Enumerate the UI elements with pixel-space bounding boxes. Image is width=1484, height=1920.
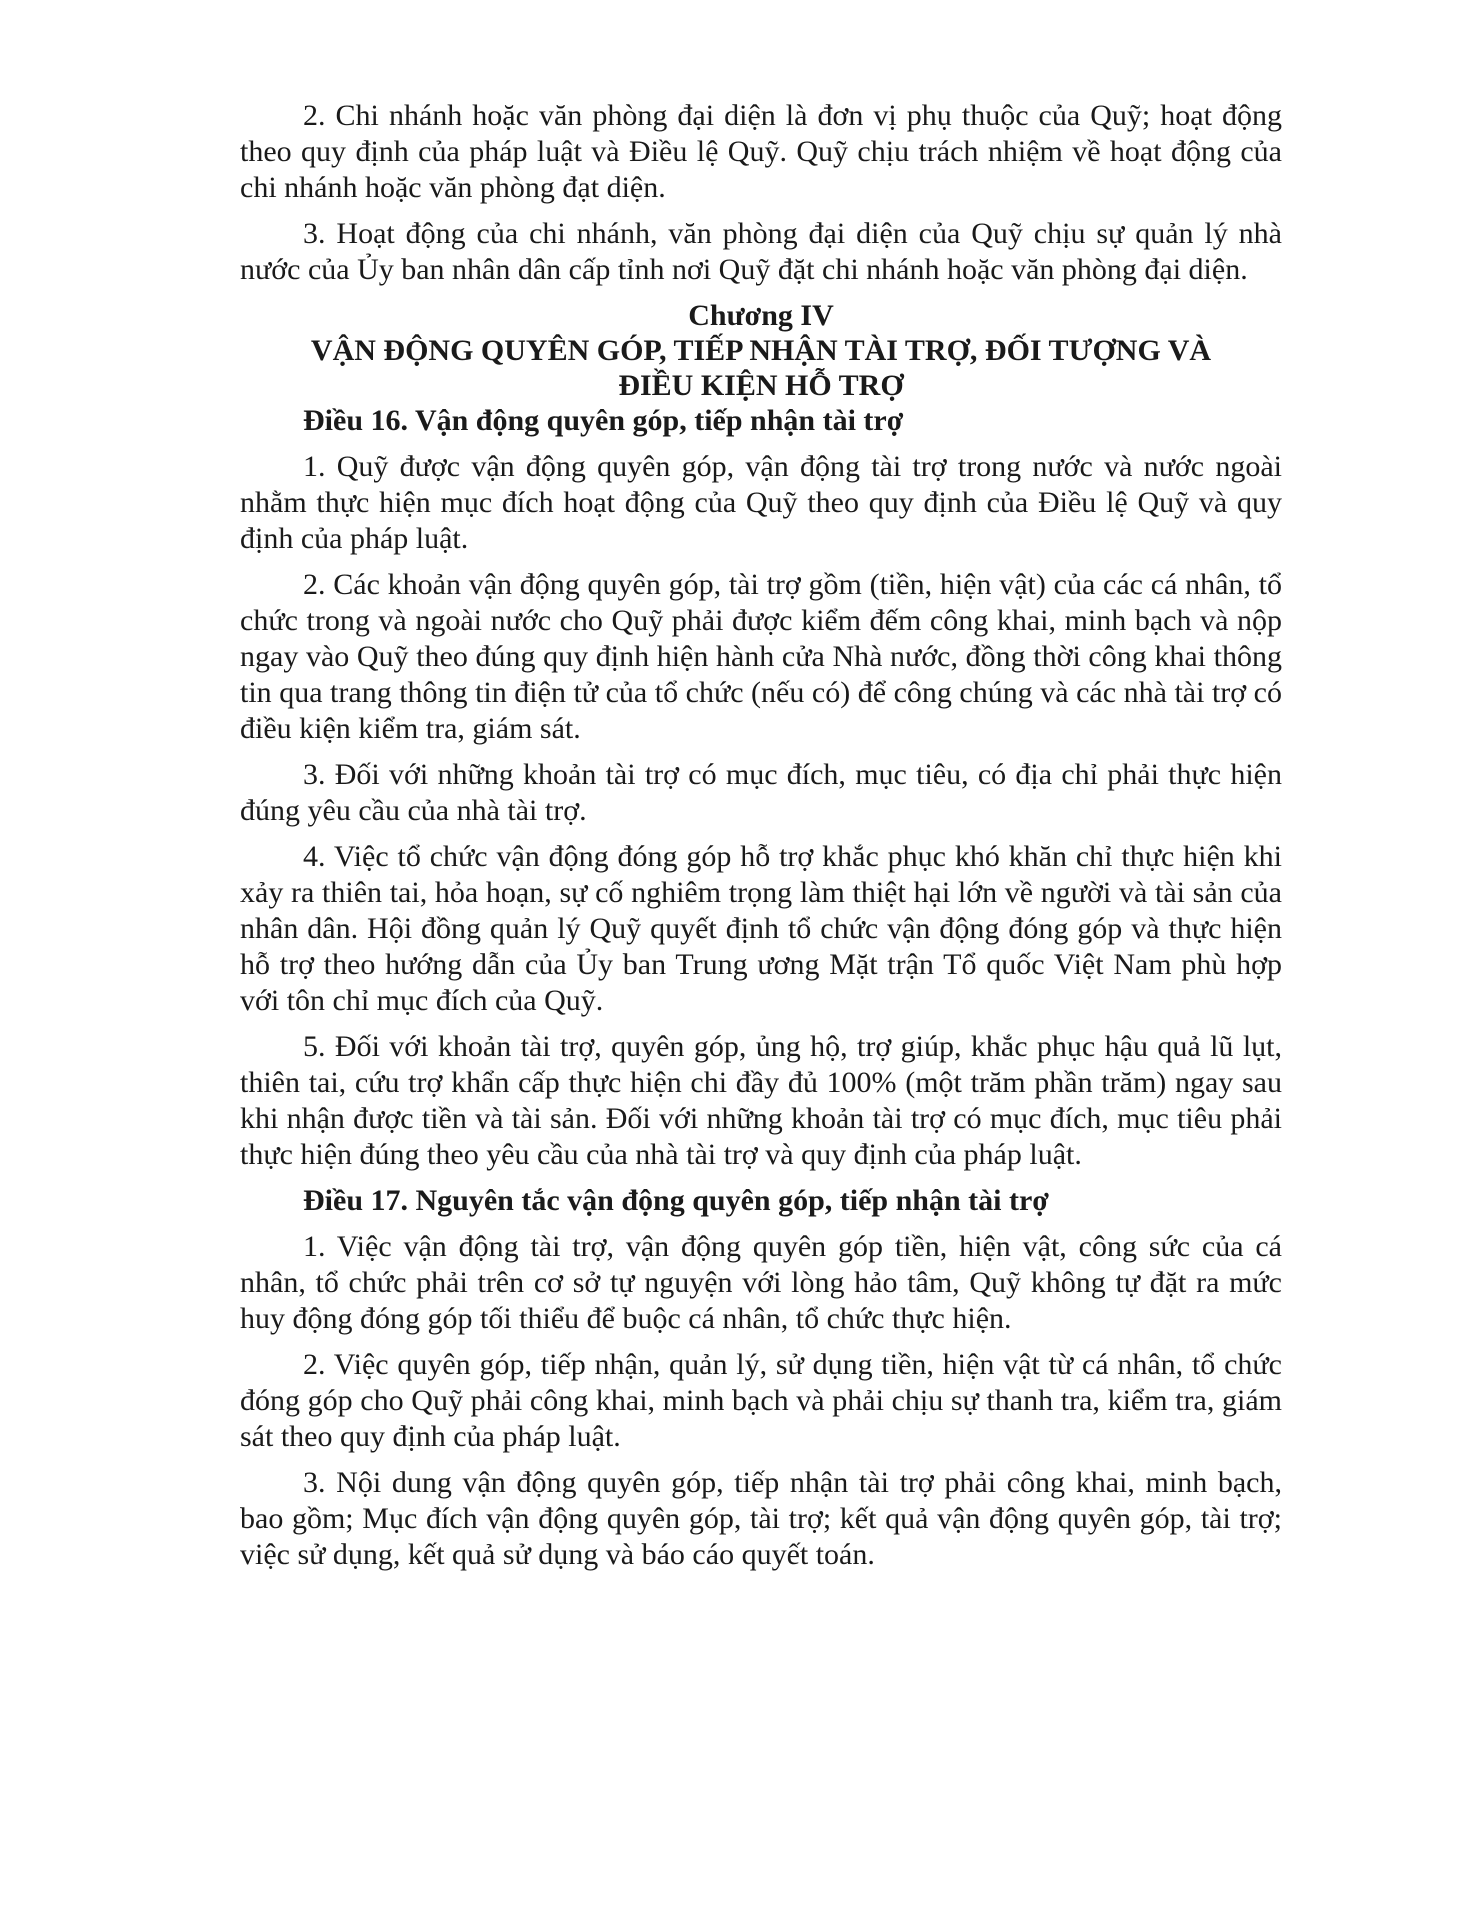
article-16-clause-3: 3. Đối với những khoản tài trợ có mục đích, mục tiêu, có địa chỉ phải thực hiện đúng yêu cầu của nhà tài trợ. <box>240 758 1282 827</box>
paragraph-branch-dependent-unit: 2. Chi nhánh hoặc văn phòng đại diện là đơn vị phụ thuộc của Quỹ; hoạt động theo quy định của pháp luật và Điều lệ Quỹ. Quỹ chịu trách nhiệm về hoạt động của chi nhánh hoặc văn phòng đạt diện. <box>240 99 1282 204</box>
article-16-clause-1: 1. Quỹ được vận động quyên góp, vận động tài trợ trong nước và nước ngoài nhằm thực hiện mục đích hoạt động của Quỹ theo quy định của Điều lệ Quỹ và quy định của pháp luật. <box>240 450 1282 555</box>
article-17-clause-1: 1. Việc vận động tài trợ, vận động quyên góp tiền, hiện vật, công sức của cá nhân, tổ chức phải trên cơ sở tự nguyện với lòng hảo tâm, Quỹ không tự đặt ra mức huy động đóng góp tối thiểu để buộc cá nhân, tổ chức thực hiện. <box>240 1230 1282 1335</box>
chapter-title-line-2: ĐIỀU KIỆN HỖ TRỢ <box>618 369 904 402</box>
article-17-clause-2: 2. Việc quyên góp, tiếp nhận, quản lý, sử dụng tiền, hiện vật từ cá nhân, tổ chức đóng góp cho Quỹ phải công khai, minh bạch và phải chịu sự thanh tra, kiểm tra, giám sát theo quy định của pháp luật. <box>240 1348 1282 1453</box>
article-16-clause-5: 5. Đối với khoản tài trợ, quyên góp, ủng hộ, trợ giúp, khắc phục hậu quả lũ lụt, thiên tai, cứu trợ khẩn cấp thực hiện chi đầy đủ 100% (một trăm phần trăm) ngay sau khi nhận được tiền và tài sản. Đối với những khoản tài trợ có mục đích, mục tiêu phải thực hiện đúng theo yêu cầu của nhà tài trợ và quy định của pháp luật. <box>240 1030 1282 1171</box>
article-17-title: Điều 17. Nguyên tắc vận động quyên góp, tiếp nhận tài trợ <box>303 1184 1049 1217</box>
chapter-title-line-1: VẬN ĐỘNG QUYÊN GÓP, TIẾP NHẬN TÀI TRỢ, ĐỐI TƯỢNG VÀ <box>310 334 1212 367</box>
paragraph-branch-state-management: 3. Hoạt động của chi nhánh, văn phòng đại diện của Quỹ chịu sự quản lý nhà nước của Ủy ban nhân dân cấp tỉnh nơi Quỹ đặt chi nhánh hoặc văn phòng đại diện. <box>240 217 1282 286</box>
article-16-title: Điều 16. Vận động quyên góp, tiếp nhận tài trợ <box>303 404 904 437</box>
article-17-clause-3: 3. Nội dung vận động quyên góp, tiếp nhận tài trợ phải công khai, minh bạch, bao gồm; Mục đích vận động quyên góp, tài trợ; kết quả vận động quyên góp, tài trợ; việc sử dụng, kết quả sử dụng và báo cáo quyết toán. <box>240 1466 1282 1571</box>
chapter-heading <box>240 298 1282 403</box>
chapter-number: Chương IV <box>688 299 834 332</box>
article-16-clause-2: 2. Các khoản vận động quyên góp, tài trợ gồm (tiền, hiện vật) của các cá nhân, tổ chức trong và ngoài nước cho Quỹ phải được kiểm đếm công khai, minh bạch và nộp ngay vào Quỹ theo đúng quy định hiện hành cửa Nhà nước, đồng thời công khai thông tin qua trang thông tin điện tử của tổ chức (nếu có) để công chúng và các nhà tài trợ có điều kiện kiểm tra, giám sát. <box>240 568 1282 745</box>
article-16-clause-4: 4. Việc tổ chức vận động đóng góp hỗ trợ khắc phục khó khăn chỉ thực hiện khi xảy ra thiên tai, hỏa hoạn, sự cố nghiêm trọng làm thiệt hại lớn về người và tài sản của nhân dân. Hội đồng quản lý Quỹ quyết định tổ chức vận động đóng góp và thực hiện hỗ trợ theo hướng dẫn của Ủy ban Trung ương Mặt trận Tổ quốc Việt Nam phù hợp với tôn chỉ mục đích của Quỹ. <box>240 840 1282 1017</box>
document-content <box>240 98 1282 1583</box>
